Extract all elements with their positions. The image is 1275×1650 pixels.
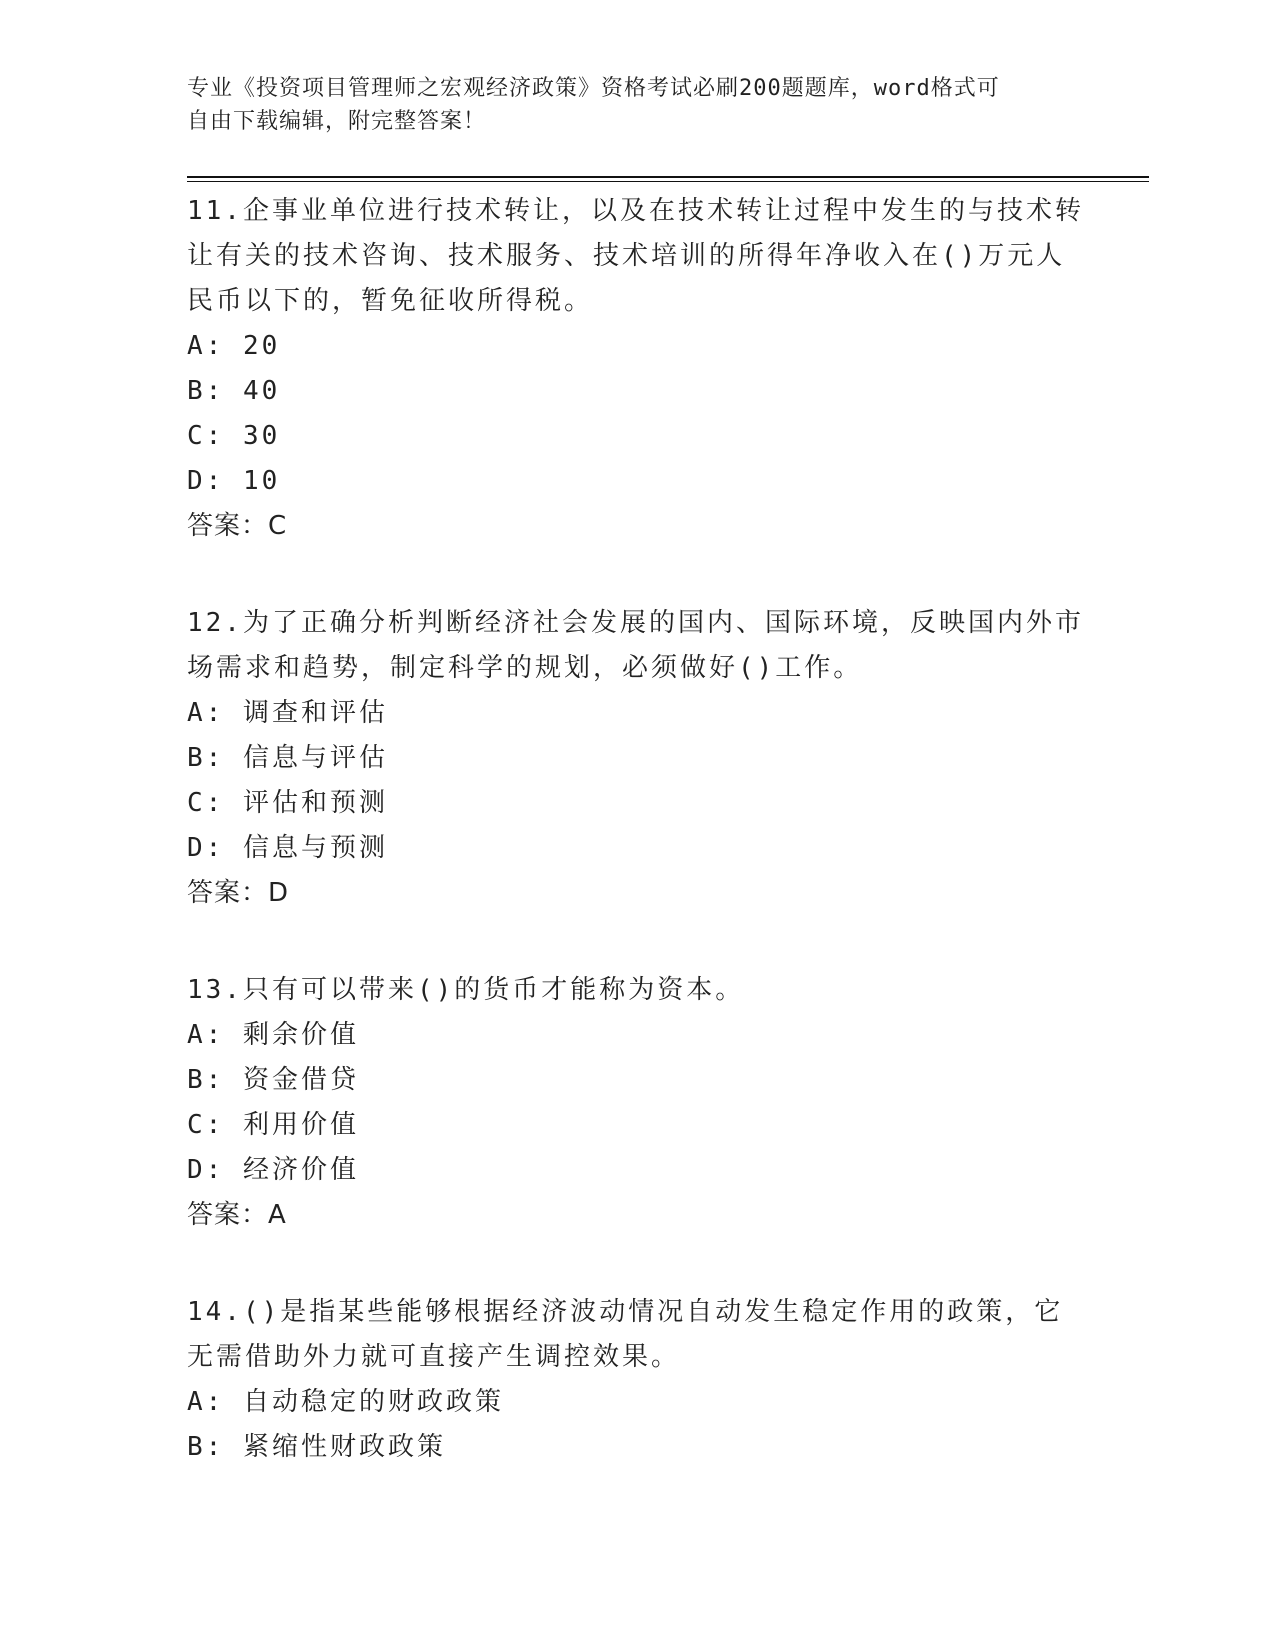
answer-line: 答案：A [187,1200,287,1230]
header-line-2: 自由下载编辑，附完整答案！ [187,109,487,134]
header-rule-thick [187,176,1149,178]
question-stem: 11.企事业单位进行技术转让，以及在技术转让过程中发生的与技术转让有关的技术咨询、技术服务、技术培训的所得年净收入在()万元人民币以下的，暂免征收所得税。 [187,196,1084,316]
option-a: A: 剩余价值 [187,1020,359,1050]
answer-line: 答案：D [187,878,290,908]
option-b: B: 紧缩性财政政策 [187,1432,446,1462]
option-b: B: 40 [187,376,281,406]
question-12 [187,601,1087,916]
option-a: A: 调查和评估 [187,698,388,728]
question-list [187,189,1087,1522]
option-c: C: 评估和预测 [187,788,388,818]
question-13 [187,968,1087,1238]
option-d: D: 经济价值 [187,1155,359,1185]
question-stem: 13.只有可以带来()的货币才能称为资本。 [187,975,745,1005]
question-stem: 14.()是指某些能够根据经济波动情况自动发生稳定作用的政策，它无需借助外力就可直接产生调控效果。 [187,1297,1064,1372]
header-line-1: 专业《投资项目管理师之宏观经济政策》资格考试必刷200题题库，word格式可 [187,76,1000,101]
question-11 [187,189,1087,549]
option-b: B: 信息与评估 [187,743,388,773]
option-b: B: 资金借贷 [187,1065,359,1095]
header-rule-thin [187,181,1149,182]
option-d: D: 10 [187,466,281,496]
option-c: C: 利用价值 [187,1110,359,1140]
option-a: A: 自动稳定的财政政策 [187,1387,504,1417]
question-stem: 12.为了正确分析判断经济社会发展的国内、国际环境，反映国内外市场需求和趋势，制定科学的规划，必须做好()工作。 [187,608,1084,683]
option-d: D: 信息与预测 [187,833,388,863]
option-c: C: 30 [187,421,281,451]
document-header [187,72,1067,138]
option-a: A: 20 [187,331,281,361]
question-14 [187,1290,1087,1470]
answer-line: 答案：C [187,511,288,541]
